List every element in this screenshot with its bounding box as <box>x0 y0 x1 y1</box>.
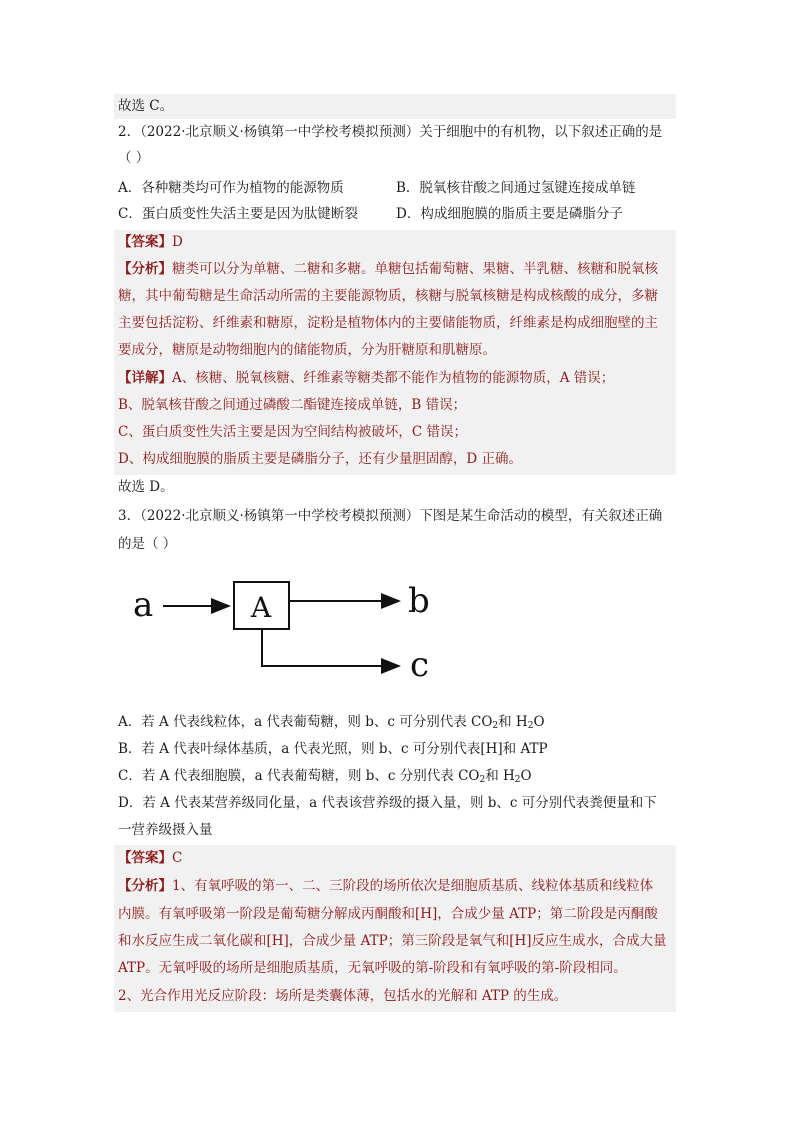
q2-source: （2022·北京顺义·杨镇第一中学校考模拟预测） <box>140 124 420 140</box>
q2-option-a: A．各种糖类均可作为植物的能源物质 <box>118 180 344 196</box>
q3-stem-text: 下图是某生命活动的模型，有关叙述正确 <box>419 508 663 524</box>
q3-answer-tag: 【答案】 <box>118 850 172 866</box>
q2-analysis-tag: 【分析】 <box>118 261 172 277</box>
q2-analysis-line-3: 主要包括淀粉、纤维素和糖原，淀粉是植物体内的主要储能物质，纤维素是构成细胞壁的主 <box>118 315 658 331</box>
q2-option-b: B．脱氧核苷酸之间通过氢键连接成单链 <box>396 180 636 196</box>
prev-conclusion-shade <box>114 94 676 119</box>
prev-conclusion: 故选 C。 <box>118 98 174 114</box>
q2-detail-tag: 【详解】 <box>118 370 172 386</box>
q2-detail-line-2: B、脱氧核苷酸之间通过磷酸二酯键连接成单链，B 错误； <box>118 397 467 413</box>
q3-option-c: C．若 A 代表细胞膜，a 代表葡萄糖，则 b、c 分别代表 $CO_2$和 $H_2O$ <box>118 768 532 785</box>
q3-option-b: B．若 A 代表叶绿体基质，a 代表光照，则 b、c 可分别代表[H]和 ATP <box>118 741 548 757</box>
q3-option-d: D．若 A 代表某营养级同化量，a 代表该营养级的摄入量，则 b、c 可分别代表粪便量和下 <box>118 795 657 811</box>
q2-detail-text-1: A、核糖、脱氧核糖、纤维素等糖类都不能作为植物的能源物质，A 错误； <box>172 370 615 386</box>
q2-detail-line-4: D、构成细胞膜的脂质主要是磷脂分子，还有少量胆固醇，D 正确。 <box>118 451 522 467</box>
q2-stem-bracket: （ ） <box>118 150 150 166</box>
q2-analysis-line-4: 要成分，糖原是动物细胞内的储能物质，分为肝糖原和肌糖原。 <box>118 342 496 358</box>
q2-answer <box>118 230 183 254</box>
q2-detail-line-1 <box>118 366 614 390</box>
q3-answer <box>118 846 182 870</box>
q2-option-d: D．构成细胞膜的脂质主要是磷脂分子 <box>396 206 623 222</box>
q2-answer-value: D <box>172 234 183 250</box>
q3-analysis-line-3: 和水反应生成二氧化碳和[H]，合成少量 ATP；第三阶段是氧气和[H]反应生成水，合成大量 <box>118 933 667 949</box>
q3-number: 3． <box>118 508 141 524</box>
q3-analysis-line-5: 2、光合作用光反应阶段：场所是类囊体薄，包括水的光解和 ATP 的生成。 <box>118 988 568 1004</box>
q3-analysis-line-2: 内膜。有氧呼吸第一阶段是葡萄糖分解成丙酮酸和[H]，合成少量 ATP；第二阶段是丙酮酸 <box>118 906 658 922</box>
q2-analysis-line-1 <box>118 257 658 281</box>
diagram-output-c-label: c <box>410 645 430 685</box>
q3-answer-value: C <box>172 850 183 866</box>
diagram-input-label: a <box>133 585 154 625</box>
q2-analysis-line-2: 糖，其中葡萄糖是生命活动所需的主要能源物质，核糖与脱氧核糖是构成核酸的成分，多糖 <box>118 288 658 304</box>
q2-detail-line-3: C、蛋白质变性失活主要是因为空间结构被破坏，C 错误； <box>118 424 467 440</box>
process-diagram <box>125 570 445 690</box>
q3-option-a: A．若 A 代表线粒体，a 代表葡萄糖，则 b、c 可分别代表 $CO_2$和 $H_2O$ <box>118 714 545 731</box>
q3-analysis-line-4: ATP。无氧呼吸的场所是细胞质基质，无氧呼吸的第-阶段和有氧呼吸的第-阶段相同。 <box>118 960 627 976</box>
q3-analysis-text-1: 1、有氧呼吸的第一、二、三阶段的场所依次是细胞质基质、线粒体基质和线粒体 <box>172 878 654 894</box>
q3-analysis-line-1 <box>118 874 653 898</box>
q3-stem-line-2: 的是（ ） <box>118 536 177 552</box>
q3-source: （2022·北京顺义·杨镇第一中学校考模拟预测） <box>140 508 420 524</box>
q2-stem <box>118 120 662 144</box>
q2-number: 2． <box>118 124 141 140</box>
q2-option-c: C．蛋白质变性失活主要是因为肽键断裂 <box>118 206 358 222</box>
diagram-box-label: A <box>250 591 272 624</box>
q2-answer-tag: 【答案】 <box>118 234 172 250</box>
q3-stem <box>118 504 662 528</box>
diagram-output-c-arrow <box>262 629 399 666</box>
q3-option-d-cont: 一营养级摄入量 <box>118 822 213 838</box>
diagram-output-b-label: b <box>408 581 430 621</box>
q2-conclusion: 故选 D。 <box>118 479 174 495</box>
q2-stem-text: 关于细胞中的有机物，以下叙述正确的是 <box>419 124 663 140</box>
q3-analysis-tag: 【分析】 <box>118 878 172 894</box>
q2-analysis-text-1: 糖类可以分为单糖、二糖和多糖。单糖包括葡萄糖、果糖、半乳糖、核糖和脱氧核 <box>172 261 658 277</box>
